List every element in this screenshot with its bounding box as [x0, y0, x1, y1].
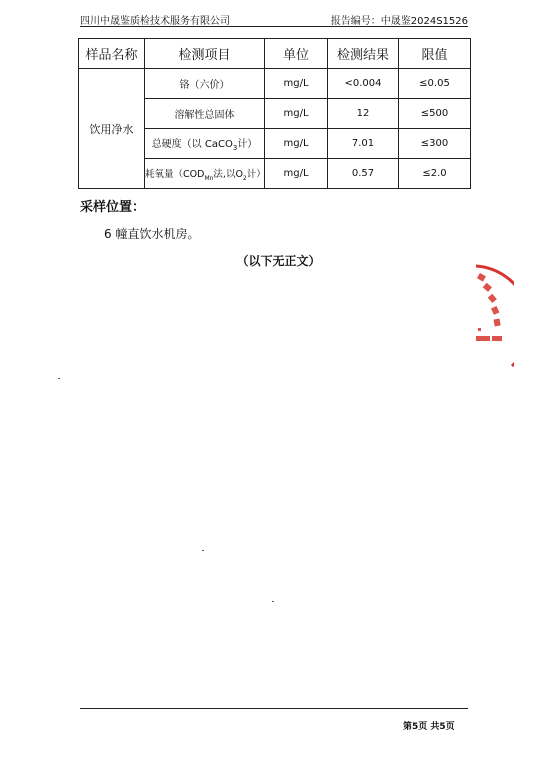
result-cell: 0.57 [328, 159, 399, 189]
scan-speck [58, 378, 60, 379]
test-item-cell: 溶解性总固体 [145, 99, 265, 129]
unit-cell: mg/L [265, 159, 328, 189]
test-item-cell: 铬（六价） [145, 69, 265, 99]
table-header-row [79, 39, 471, 69]
header-result: 检测结果 [328, 39, 399, 69]
sampling-location-title: 采样位置： [80, 200, 146, 215]
sample-name-cell: 饮用净水 [79, 69, 145, 189]
company-name: 四川中晟鉴质检技术服务有限公司 [80, 16, 230, 27]
limit-cell: ≤2.0 [399, 159, 471, 189]
scan-speck [202, 550, 204, 551]
limit-cell: ≤0.05 [399, 69, 471, 99]
scan-speck [272, 601, 274, 602]
limit-cell: ≤500 [399, 99, 471, 129]
test-item-cell: 总硬度（以 CaCO$_3$计） [145, 129, 265, 159]
results-table [78, 38, 471, 189]
page-number: 第5页 共5页 [403, 722, 455, 732]
limit-cell: ≤300 [399, 129, 471, 159]
header-divider [80, 26, 468, 27]
header-unit: 单位 [265, 39, 328, 69]
unit-cell: mg/L [265, 99, 328, 129]
end-of-text-note: （以下无正文） [236, 254, 321, 268]
result-cell: 7.01 [328, 129, 399, 159]
test-item-cell: 耗氧量（$COD_{Mn}$法,以$O_2$计） [145, 159, 265, 189]
seal-stamp-icon [470, 262, 514, 372]
result-cell: <0.004 [328, 69, 399, 99]
unit-cell: mg/L [265, 69, 328, 99]
sampling-location-text: 6 幢直饮水机房。 [104, 227, 200, 241]
header-sample-name: 样品名称 [79, 39, 145, 69]
report-number: 报告编号：中晟鉴2024S1526 [330, 16, 468, 27]
unit-cell: mg/L [265, 129, 328, 159]
header-limit: 限值 [399, 39, 471, 69]
footer-divider [80, 708, 468, 709]
result-cell: 12 [328, 99, 399, 129]
table-row [79, 69, 471, 99]
header-test-item: 检测项目 [145, 39, 265, 69]
